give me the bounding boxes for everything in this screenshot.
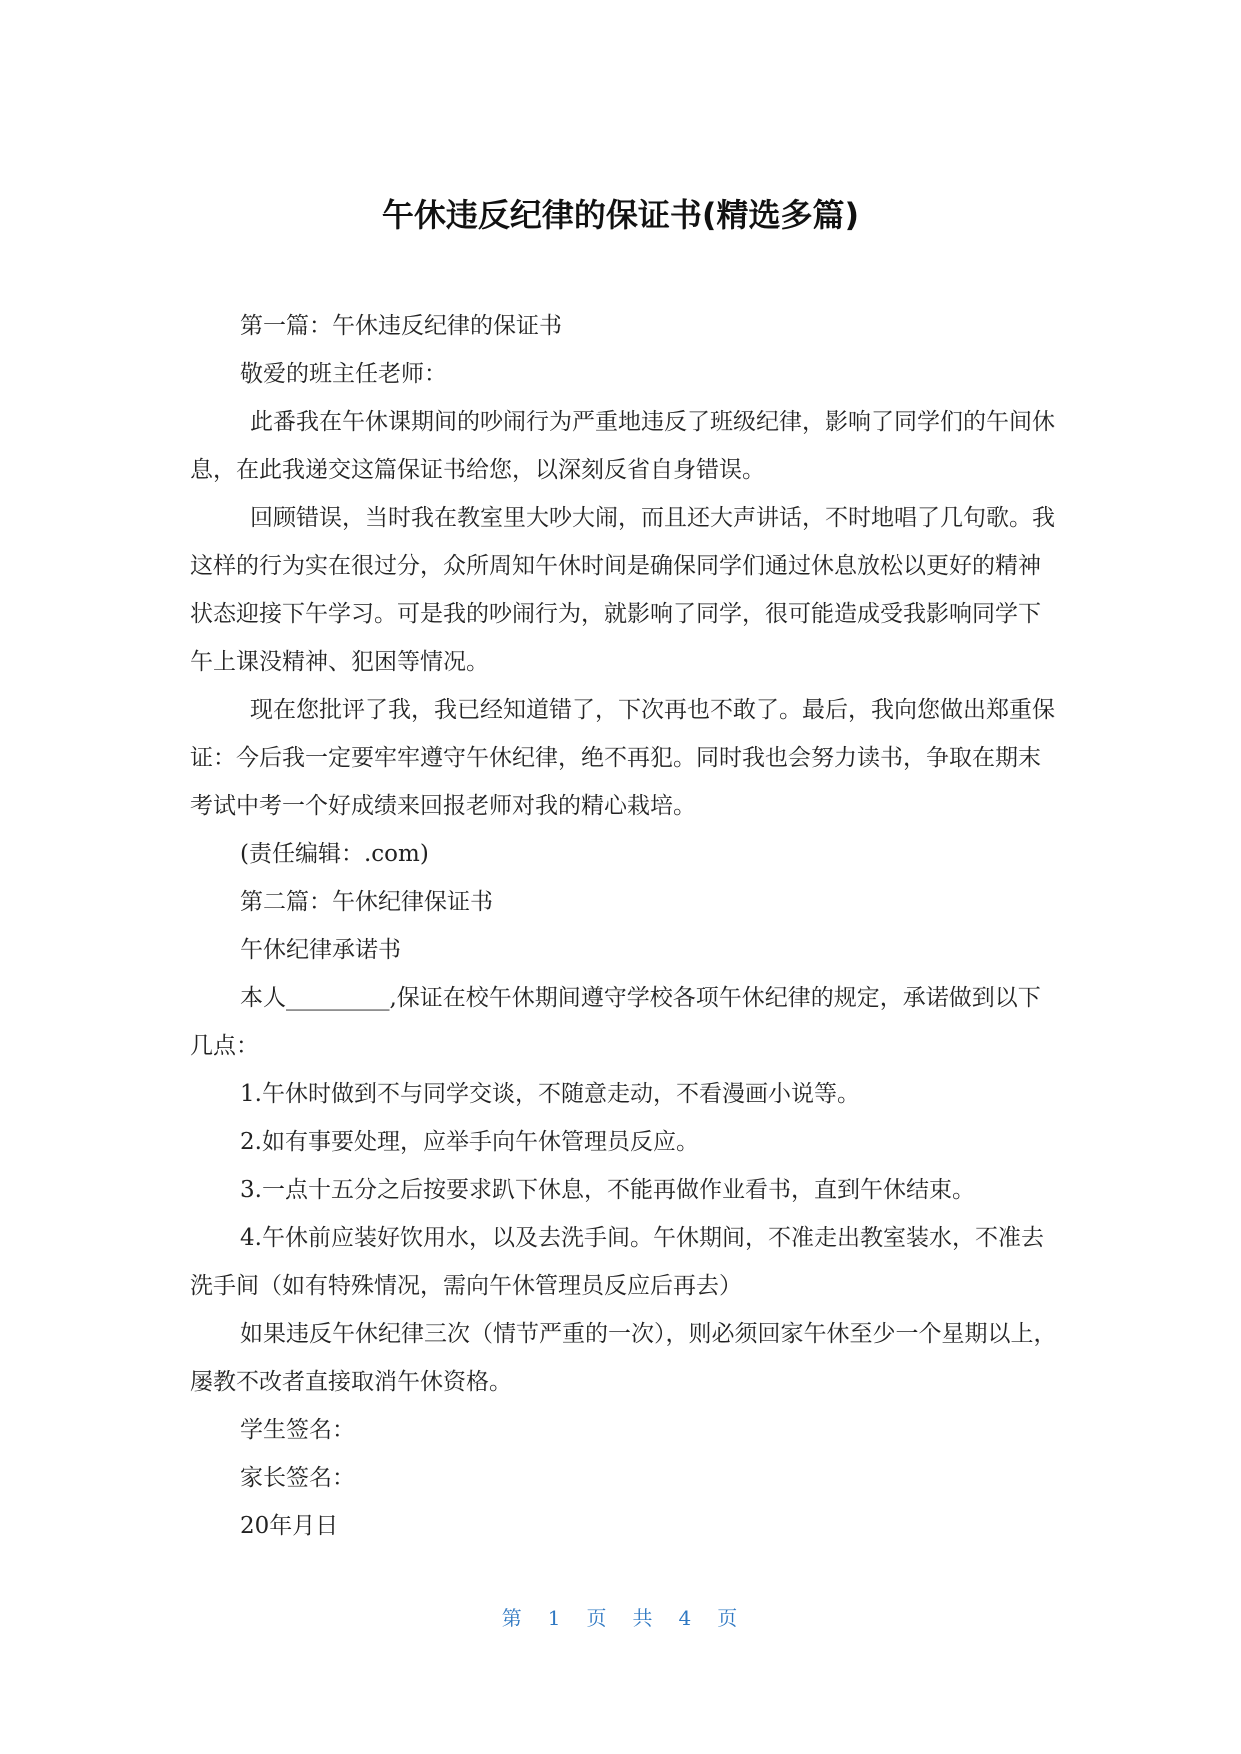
document-title: 午休违反纪律的保证书(精选多篇) — [381, 196, 860, 234]
parent-signature: 家长签名： — [240, 1465, 355, 1491]
student-signature: 学生签名： — [240, 1417, 355, 1443]
list-item: 4.午休前应装好饮用水，以及去洗手间。午休期间，不准走出教室装水，不准去洗手间（如有特殊情况，需向午休管理员反应后再去） — [190, 1225, 1044, 1299]
page-label: 页 — [717, 1606, 740, 1630]
page-number: 1 — [547, 1606, 563, 1630]
date-line: 20年月日 — [240, 1513, 339, 1539]
section-heading-2: 第二篇：午休纪律保证书 — [240, 889, 493, 915]
subheading: 午休纪律承诺书 — [240, 937, 401, 963]
body-paragraph: 如果违反午休纪律三次（情节严重的一次），则必须回家午休至少一个星期以上，屡教不改者直接取消午休资格。 — [190, 1321, 1057, 1395]
salutation: 敬爱的班主任老师： — [240, 361, 447, 387]
body-paragraph: 本人_________,保证在校午休期间遵守学校各项午休纪律的规定，承诺做到以下几点： — [190, 985, 1041, 1059]
list-item: 2.如有事要处理，应举手向午休管理员反应。 — [240, 1129, 699, 1155]
total-pages: 4 — [678, 1606, 694, 1630]
section-heading-1: 第一篇：午休违反纪律的保证书 — [240, 313, 562, 339]
body-paragraph: 现在您批评了我，我已经知道错了，下次再也不敢了。最后，我向您做出郑重保证：今后我一定要牢牢遵守午休纪律，绝不再犯。同时我也会努力读书，争取在期末考试中考一个好成绩来回报老师对我的精心栽培。 — [190, 697, 1055, 819]
total-label: 共 — [632, 1606, 655, 1630]
body-paragraph: 此番我在午休课期间的吵闹行为严重地违反了班级纪律，影响了同学们的午间休息，在此我递交这篇保证书给您，以深刻反省自身错误。 — [190, 409, 1055, 483]
editor-note: (责任编辑：.com) — [240, 841, 429, 867]
list-item: 1.午休时做到不与同学交谈，不随意走动，不看漫画小说等。 — [240, 1081, 860, 1107]
page-label: 页 — [586, 1606, 609, 1630]
document-body — [190, 302, 1060, 1550]
list-item: 3.一点十五分之后按要求趴下休息，不能再做作业看书，直到午休结束。 — [240, 1177, 975, 1203]
body-paragraph: 回顾错误，当时我在教室里大吵大闹，而且还大声讲话，不时地唱了几句歌。我这样的行为实在很过分，众所周知午休时间是确保同学们通过休息放松以更好的精神状态迎接下午学习。可是我的吵闹行为，就影响了同学，很可能造成受我影响同学下午上课没精神、犯困等情况。 — [190, 505, 1055, 675]
page-footer — [0, 1602, 1241, 1631]
page-label: 第 — [501, 1606, 524, 1630]
